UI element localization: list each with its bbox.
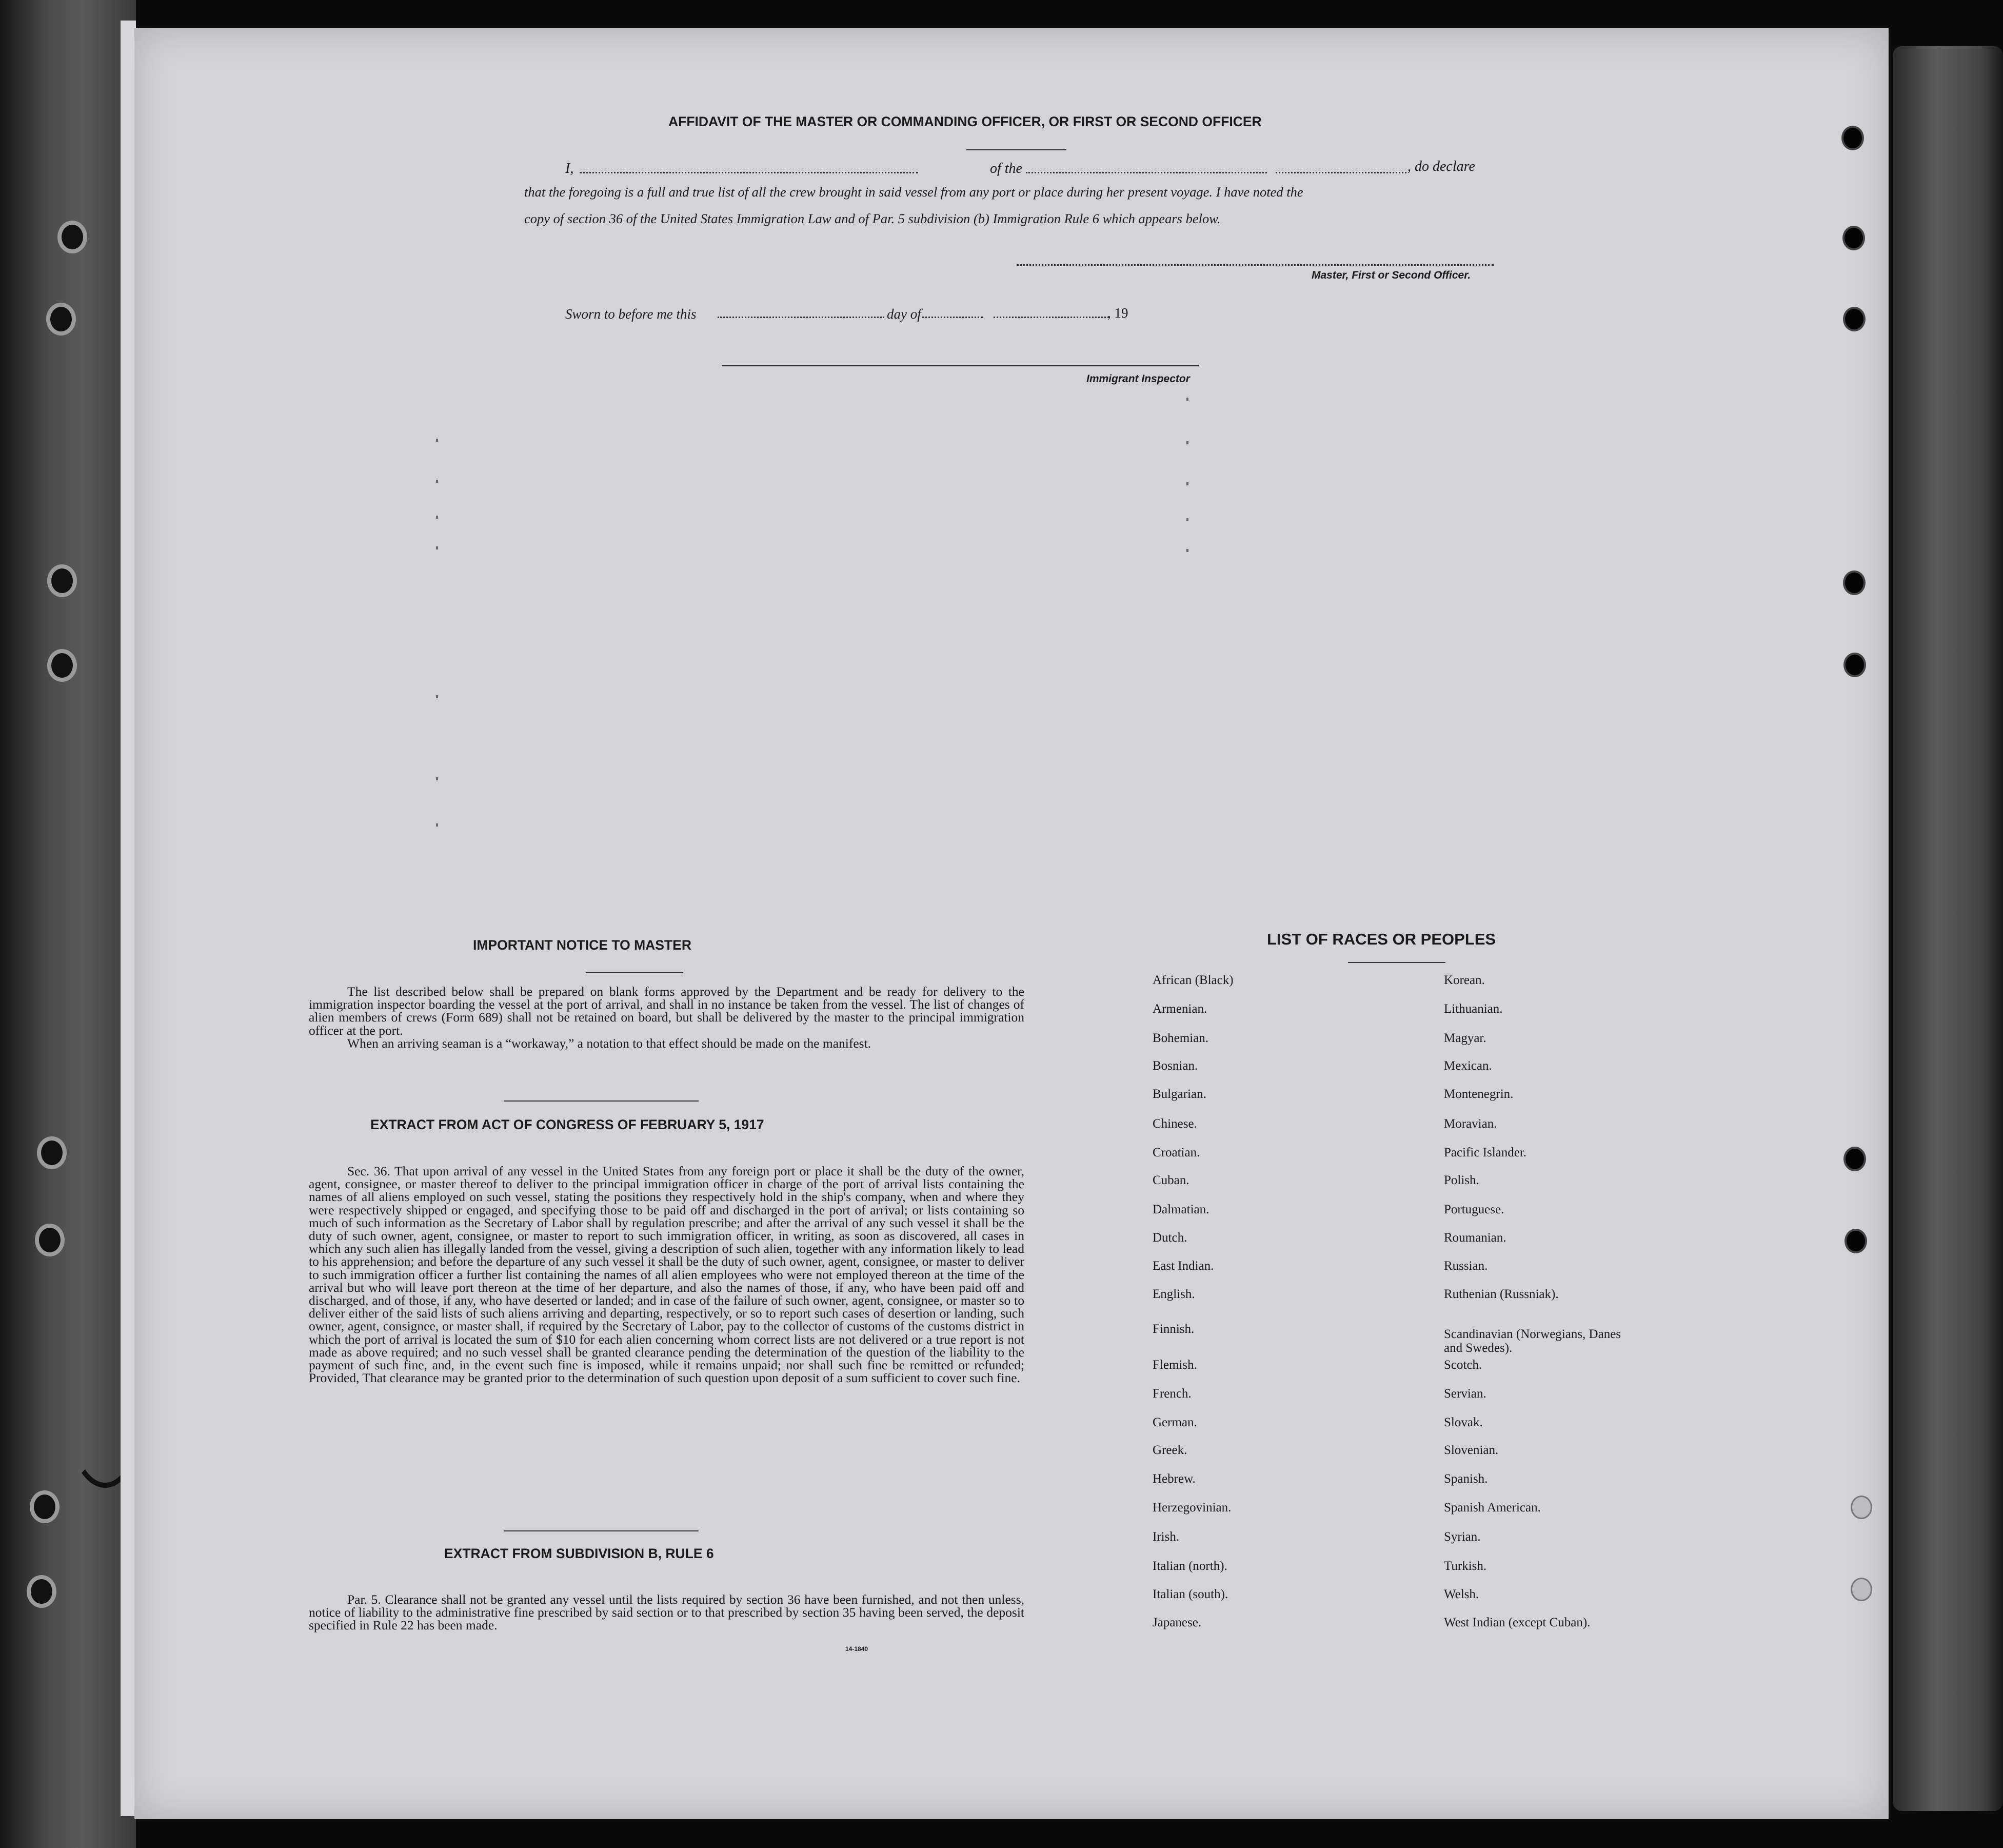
sworn-label: Sworn to before me this xyxy=(565,306,697,322)
scan-mark xyxy=(436,516,438,519)
race-item: Pacific Islander. xyxy=(1444,1146,1527,1159)
race-item: Slovak. xyxy=(1444,1416,1483,1429)
race-item: Ruthenian (Russniak). xyxy=(1444,1287,1559,1301)
scan-mark xyxy=(436,695,438,698)
race-item: Dalmatian. xyxy=(1153,1203,1209,1216)
month-blank[interactable] xyxy=(922,317,983,318)
race-item: Syrian. xyxy=(1444,1530,1481,1544)
signature-line[interactable] xyxy=(1017,264,1494,266)
race-item: Lithuanian. xyxy=(1444,1002,1503,1016)
race-item: Hebrew. xyxy=(1153,1472,1196,1486)
affidavit-title: AFFIDAVIT OF THE MASTER OR COMMANDING OFFICER, OR FIRST OR SECOND OFFICER xyxy=(668,114,1262,129)
race-item: Chinese. xyxy=(1153,1117,1197,1131)
scan-mark xyxy=(436,546,438,549)
race-item: Flemish. xyxy=(1153,1358,1197,1372)
race-item: Roumanian. xyxy=(1444,1231,1506,1245)
notice-title: IMPORTANT NOTICE TO MASTER xyxy=(473,937,691,953)
race-item: Herzegovinian. xyxy=(1153,1501,1232,1515)
notice-body xyxy=(309,985,1024,1050)
day-of-label: day of xyxy=(887,306,921,322)
month-blank-2[interactable] xyxy=(994,317,1109,318)
race-item: Magyar. xyxy=(1444,1031,1486,1045)
affidavit-of-the-label: of the xyxy=(990,161,1022,176)
race-item: Italian (south). xyxy=(1153,1587,1228,1601)
race-item: Spanish. xyxy=(1444,1472,1488,1486)
race-item: Greek. xyxy=(1153,1443,1187,1457)
binder-hole xyxy=(1841,126,1864,150)
binder-backing-right xyxy=(1893,46,2003,1811)
race-item: Spanish American. xyxy=(1444,1501,1541,1515)
binder-hole xyxy=(1851,1496,1872,1519)
race-item: Korean. xyxy=(1444,973,1485,987)
race-item: Scotch. xyxy=(1444,1358,1482,1372)
notice-paragraph-1: The list described below shall be prepared on blank forms approved by the Department and be ready for delivery to the immigration inspector boarding the vessel at the port of arrival, and shall in no instance be taken from the vessel. The list of changes of alien members of crews (Form 689) shall not be retained on board, but shall be delivered by the master to the principal immigration officer at the port. xyxy=(309,984,1024,1038)
scan-mark xyxy=(436,777,438,780)
race-item: West Indian (except Cuban). xyxy=(1444,1616,1591,1629)
race-item: Polish. xyxy=(1444,1173,1479,1187)
binder-hole xyxy=(1843,571,1866,595)
race-item: English. xyxy=(1153,1287,1195,1301)
affidavit-i-label: I, xyxy=(565,161,574,176)
binder-hole xyxy=(1843,1147,1866,1171)
race-item: Portuguese. xyxy=(1444,1203,1504,1216)
binder-hole xyxy=(46,303,76,336)
document-page xyxy=(134,28,1889,1819)
rule-extract-body xyxy=(309,1593,1024,1632)
section-divider xyxy=(504,1530,699,1531)
binder-hole xyxy=(1851,1578,1872,1601)
form-number: 14-1840 xyxy=(845,1645,868,1653)
binder-backing-left xyxy=(0,0,136,1848)
scan-mark xyxy=(436,823,438,827)
race-item: Turkish. xyxy=(1444,1559,1487,1573)
binder-hole xyxy=(35,1224,65,1256)
race-item: German. xyxy=(1153,1416,1197,1429)
race-item: Japanese. xyxy=(1153,1616,1202,1629)
binder-hole xyxy=(30,1490,60,1523)
sworn-day-blank[interactable] xyxy=(718,317,884,318)
year-label: , 19 xyxy=(1107,305,1128,321)
binder-hole xyxy=(1845,1229,1867,1253)
binder-hole xyxy=(27,1575,56,1608)
section-divider xyxy=(504,1100,699,1102)
race-item: French. xyxy=(1153,1387,1192,1401)
binder-hole xyxy=(47,564,77,597)
race-item: Dutch. xyxy=(1153,1231,1187,1245)
race-item: Cuban. xyxy=(1153,1173,1189,1187)
binder-hole xyxy=(47,649,77,682)
race-item: Irish. xyxy=(1153,1530,1180,1544)
scan-mark xyxy=(1186,482,1188,485)
race-item: Russian. xyxy=(1444,1259,1488,1273)
scan-mark xyxy=(436,480,438,483)
inspector-label: Immigrant Inspector xyxy=(1086,373,1190,385)
races-title: LIST OF RACES OR PEOPLES xyxy=(1267,930,1496,948)
race-item: East Indian. xyxy=(1153,1259,1214,1273)
race-item: Welsh. xyxy=(1444,1587,1479,1601)
binder-hole xyxy=(1842,226,1865,250)
race-item: Moravian. xyxy=(1444,1117,1497,1131)
affidavit-text-line3: copy of section 36 of the United States Immigration Law and of Par. 5 subdivision (b) Immigration Rule 6 which appears below. xyxy=(524,211,1221,226)
race-item: Bosnian. xyxy=(1153,1059,1198,1073)
act-extract-paragraph: Sec. 36. That upon arrival of any vessel in the United States from any foreign port or place it shall be the duty of the owner, agent, consignee, or master thereof to deliver to the principal immigration officer in charge of the port of arrival lists containing the names of all aliens employed on such vessel, stating the positions they respectively hold in the ship's company, when and where they were respectively shipped or engaged, and specifying those to be paid off and discharged in the port of arrival; or lists containing so much of such information as the Secretary of Labor shall by regulation prescribe; and after the arrival of any such vessel it shall be the duty of such owner, agent, consignee, or master to report to such immigration officer, in writing, as soon as discovered, all cases in which any such alien has illegally landed from the vessel, giving a description of such alien, together with any information likely to lead to his apprehension; and before the departure of any such vessel it shall be the duty of such owner, agent, consignee, or master to deliver to such immigration officer a further list containing the names of all alien employees who were not employed thereon at the time of the arrival but who will leave port thereon at the time of her departure, and also the names of those, if any, who have been paid off and discharged, and of those, if any, who have deserted or landed; and in case of the failure of such owner, agent, consignee, or master so to deliver either of the said lists of such aliens arriving and departing, respectively, or so to report such cases of desertion or landing, such owner, agent, consignee, or master shall, if required by the Secretary of Labor, pay to the collector of customs of the customs district in which the port of arrival is located the sum of $10 for each alien concerning whom correct lists are not delivered or a true report is not made as above required; and no such vessel shall be granted clearance pending the determination of the question of the liability to the payment of such fine, and, in the event such fine is imposed, while it remains unpaid; nor shall such fine be remitted or refunded; Provided, That clearance may be granted prior to the determination of such question upon deposit of a sum sufficient to cover such fine. xyxy=(309,1164,1024,1386)
rule-extract-paragraph: Par. 5. Clearance shall not be granted any vessel until the lists required by section 36 have been furnished, and not then unless, notice of liability to the administrative fine prescribed by said section or to that prescribed by section 35 having been served, the deposit specified in Rule 22 has been made. xyxy=(309,1592,1024,1633)
signature-label: Master, First or Second Officer. xyxy=(1312,269,1471,281)
race-item: Slovenian. xyxy=(1444,1443,1499,1457)
scan-mark xyxy=(1186,441,1188,444)
notice-underline xyxy=(586,972,683,973)
affidavit-declare: , do declare xyxy=(1407,159,1475,174)
notice-paragraph-2: When an arriving seaman is a “workaway,” a notation to that effect should be made on the manifest. xyxy=(347,1035,871,1051)
race-item: Bulgarian. xyxy=(1153,1087,1206,1101)
rule-extract-title: EXTRACT FROM SUBDIVISION B, RULE 6 xyxy=(444,1546,714,1561)
binder-hole xyxy=(1843,307,1866,331)
vessel-blank-2[interactable] xyxy=(1276,172,1406,173)
race-item: Scandinavian (Norwegians, Danes and Swedes). xyxy=(1444,1327,1621,1355)
affidavit-text-line2: that the foregoing is a full and true list of all the crew brought in said vessel from any port or place during her present voyage. I have noted the xyxy=(524,184,1303,200)
scan-mark xyxy=(1186,549,1188,552)
binder-hole xyxy=(37,1136,67,1169)
title-underline xyxy=(966,149,1066,150)
race-item: Montenegrin. xyxy=(1444,1087,1514,1101)
name-blank[interactable] xyxy=(580,172,918,173)
race-item: Armenian. xyxy=(1153,1002,1207,1016)
race-item: Mexican. xyxy=(1444,1059,1492,1073)
paper-edge xyxy=(121,21,136,1816)
scan-mark xyxy=(436,439,438,442)
binder-hole xyxy=(1843,653,1866,677)
race-item: Bohemian. xyxy=(1153,1031,1209,1045)
binder-hole xyxy=(57,221,87,253)
inspector-signature-line[interactable] xyxy=(722,365,1199,366)
race-item: Finnish. xyxy=(1153,1322,1195,1336)
act-extract-body xyxy=(309,1165,1024,1384)
race-item: Italian (north). xyxy=(1153,1559,1227,1573)
scan-mark xyxy=(1186,518,1188,521)
races-underline xyxy=(1348,962,1445,963)
vessel-blank[interactable] xyxy=(1026,172,1267,173)
act-extract-title: EXTRACT FROM ACT OF CONGRESS OF FEBRUARY 5, 1917 xyxy=(370,1117,764,1132)
race-item: Croatian. xyxy=(1153,1146,1200,1159)
race-item: African (Black) xyxy=(1153,973,1234,987)
race-item: Servian. xyxy=(1444,1387,1486,1401)
scan-mark xyxy=(1186,398,1188,401)
